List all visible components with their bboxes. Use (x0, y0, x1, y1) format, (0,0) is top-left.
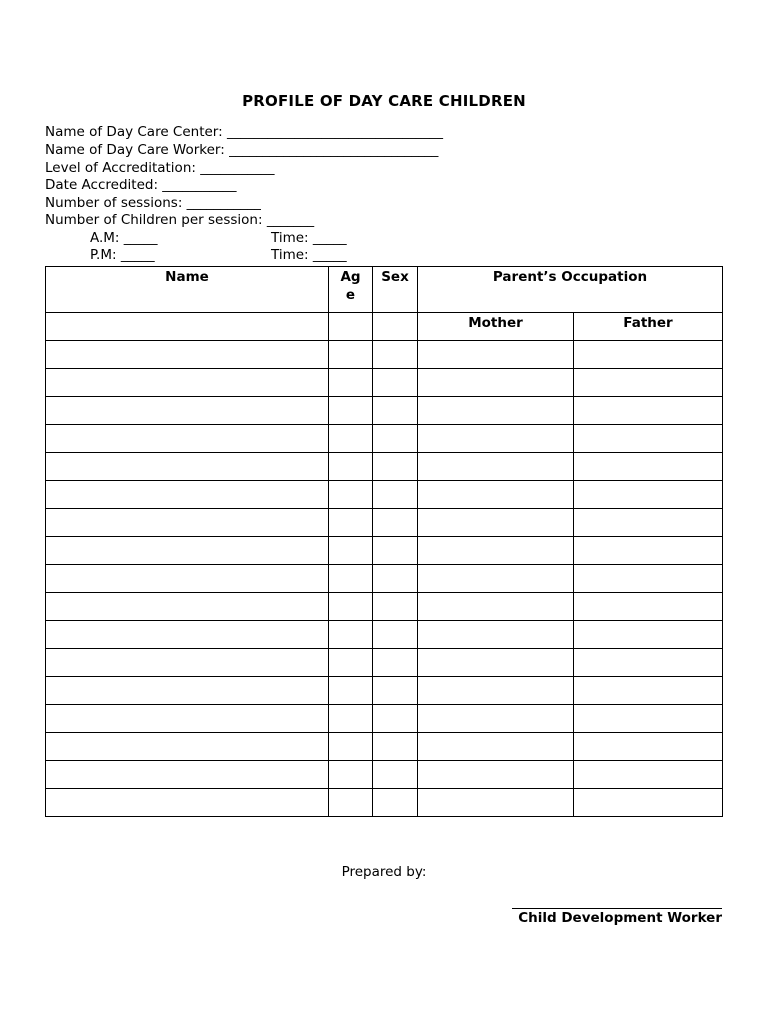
table-cell (373, 341, 418, 369)
table-cell (574, 677, 723, 705)
table-cell (418, 621, 574, 649)
session-am: A.M: _____ (90, 230, 158, 246)
table-cell (418, 565, 574, 593)
table-cell (373, 453, 418, 481)
table-cell (373, 397, 418, 425)
table-cell (329, 705, 373, 733)
table-row (46, 621, 723, 649)
table-cell (373, 789, 418, 817)
table-cell (373, 705, 418, 733)
table-cell (418, 425, 574, 453)
table-cell (46, 621, 329, 649)
table-cell (373, 313, 418, 341)
field-accreditation-level: Level of Accreditation: ___________ (45, 160, 275, 176)
field-number-of-sessions: Number of sessions: ___________ (45, 195, 261, 211)
table-cell (574, 761, 723, 789)
table-cell (329, 537, 373, 565)
table-cell (373, 677, 418, 705)
table-cell (418, 649, 574, 677)
table-row (46, 341, 723, 369)
table-row (46, 481, 723, 509)
table-cell (373, 509, 418, 537)
field-center-name: Name of Day Care Center: ________________________________ (45, 124, 443, 140)
table-row (46, 733, 723, 761)
table-cell (46, 313, 329, 341)
table-cell (46, 509, 329, 537)
page-title: PROFILE OF DAY CARE CHILDREN (242, 92, 526, 110)
table-row (46, 761, 723, 789)
table-cell (46, 425, 329, 453)
table-cell (373, 565, 418, 593)
table-cell (46, 761, 329, 789)
table-row (46, 453, 723, 481)
table-cell (329, 509, 373, 537)
table-cell (46, 453, 329, 481)
table-cell (329, 593, 373, 621)
session-am-time: Time: _____ (271, 230, 347, 246)
table-cell (418, 369, 574, 397)
header-name: Name (46, 267, 329, 313)
session-pm-time: Time: _____ (271, 247, 347, 263)
session-pm: P.M: _____ (90, 247, 155, 263)
table-row (46, 705, 723, 733)
table-cell (574, 593, 723, 621)
table-cell (373, 425, 418, 453)
table-cell (373, 649, 418, 677)
table-cell (574, 733, 723, 761)
table-cell (418, 509, 574, 537)
table-row (46, 425, 723, 453)
table-cell (574, 789, 723, 817)
table-cell (46, 705, 329, 733)
table-cell (373, 761, 418, 789)
table-cell (329, 313, 373, 341)
header-mother: Mother (418, 313, 574, 341)
table-row (46, 677, 723, 705)
table-cell (574, 453, 723, 481)
table-cell (46, 481, 329, 509)
table-cell (574, 369, 723, 397)
table-cell (418, 453, 574, 481)
table-row (46, 649, 723, 677)
table-cell (329, 369, 373, 397)
table-cell (574, 341, 723, 369)
table-cell (373, 537, 418, 565)
signature-label: Child Development Worker (518, 910, 722, 926)
table-cell (418, 789, 574, 817)
table-cell (418, 481, 574, 509)
table-row (46, 397, 723, 425)
table-cell (373, 369, 418, 397)
table-row (46, 789, 723, 817)
table-row (46, 537, 723, 565)
table-cell (329, 397, 373, 425)
table-cell (373, 621, 418, 649)
table-cell (46, 733, 329, 761)
table-row (46, 593, 723, 621)
table-cell (418, 761, 574, 789)
table-cell (418, 341, 574, 369)
table-cell (373, 733, 418, 761)
table-cell (46, 593, 329, 621)
table-cell (418, 397, 574, 425)
table-cell (329, 621, 373, 649)
table-cell (329, 425, 373, 453)
table-cell (418, 677, 574, 705)
table-row (46, 565, 723, 593)
table-cell (329, 789, 373, 817)
children-table (45, 266, 723, 817)
header-sex: Sex (373, 267, 418, 313)
field-worker-name: Name of Day Care Worker: _______________________________ (45, 142, 439, 158)
table-cell (329, 453, 373, 481)
table-cell (574, 481, 723, 509)
table-cell (574, 537, 723, 565)
table-cell (329, 733, 373, 761)
table-cell (46, 341, 329, 369)
table-cell (329, 341, 373, 369)
table-cell (329, 761, 373, 789)
table-cell (329, 565, 373, 593)
table-cell (46, 649, 329, 677)
table-row (46, 509, 723, 537)
field-date-accredited: Date Accredited: ___________ (45, 177, 237, 193)
field-children-per-session: Number of Children per session: _______ (45, 212, 315, 228)
table-cell (46, 369, 329, 397)
table-cell (418, 733, 574, 761)
table-cell (46, 565, 329, 593)
table-cell (46, 397, 329, 425)
header-parents-occupation: Parent’s Occupation (418, 267, 723, 313)
table-cell (574, 705, 723, 733)
table-cell (329, 649, 373, 677)
table-cell (373, 481, 418, 509)
table-cell (574, 621, 723, 649)
table-cell (574, 425, 723, 453)
table-cell (418, 593, 574, 621)
table-cell (574, 397, 723, 425)
table-cell (418, 705, 574, 733)
prepared-by-label: Prepared by: (341, 864, 427, 880)
table-cell (373, 593, 418, 621)
table-cell (418, 537, 574, 565)
signature-line (512, 908, 722, 909)
table-cell (574, 565, 723, 593)
table-cell (46, 537, 329, 565)
table-cell (574, 649, 723, 677)
header-father: Father (574, 313, 723, 341)
table-body (46, 341, 723, 817)
table-row (46, 369, 723, 397)
table-cell (574, 509, 723, 537)
table-cell (46, 789, 329, 817)
table-cell (329, 481, 373, 509)
table-cell (329, 677, 373, 705)
table-cell (46, 677, 329, 705)
header-age: Ag e (329, 267, 373, 313)
